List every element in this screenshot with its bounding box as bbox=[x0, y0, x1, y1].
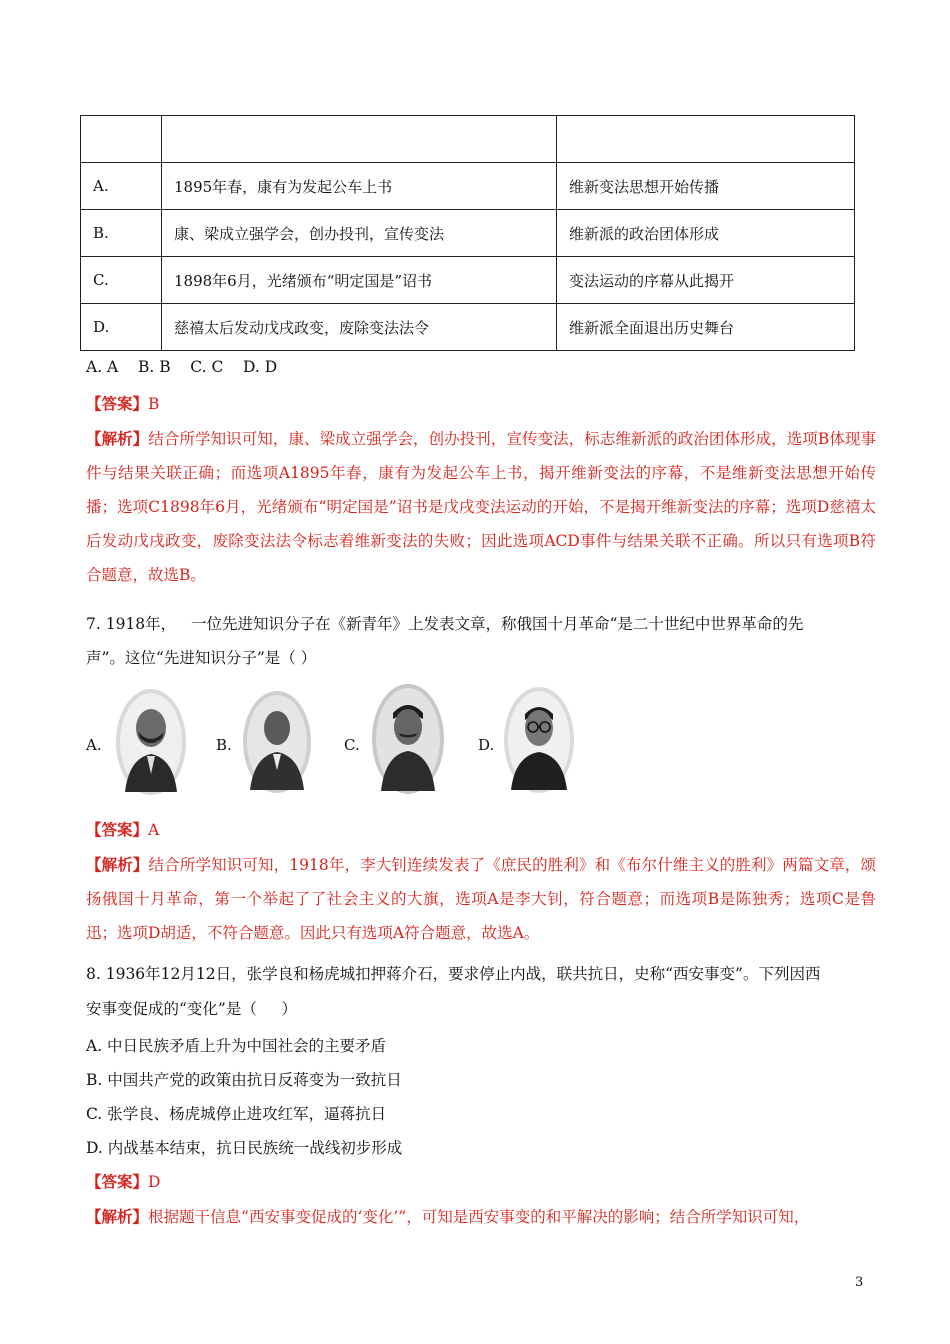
q8-stem-line1: 8. 1936年12月12日，张学良和杨虎城扣押蒋介石，要求停止内战，联共抗日，史称“西安事变”。下列因西 bbox=[86, 965, 821, 983]
q8-answer: 【答案】D bbox=[86, 1172, 161, 1191]
q7-label-b: B. bbox=[216, 736, 232, 754]
q8-explanation: 【解析】根据题干信息“西安事变促成的‘变化’”，可知是西安事变的和平解决的影响；结合所学知识可知， bbox=[86, 1207, 810, 1226]
q6-answer: 【答案】B bbox=[86, 394, 160, 413]
q7-answer: 【答案】A bbox=[86, 820, 160, 839]
q8-option-c: C. 张学良、杨虎城停止进攻红军，逼蒋抗日 bbox=[86, 1105, 387, 1123]
q7-stem-line1: 7. 1918年， 一位先进知识分子在《新青年》上发表文章，称俄国十月革命“是二十世纪中世界革命的先 bbox=[86, 615, 804, 633]
table-row: D. 慈禧太后发动戊戌政变，废除变法法令 维新派全面退出历史舞台 bbox=[81, 304, 855, 351]
q7-stem-line2: 声”。这位“先进知识分子”是（ ） bbox=[86, 649, 317, 667]
q7-explanation: 【解析】结合所学知识可知，1918年，李大钊连续发表了《庶民的胜利》和《布尔什维主义的胜利》两篇文章，颂扬俄国十月革命，第一个举起了了社会主义的大旗，选项A是李大钊，符合题意；而选项B是陈独秀；选项C是鲁迅；选项D胡适，不符合题意。因此只有选项A符合题意，故选A。 bbox=[86, 855, 876, 942]
table-header-row bbox=[81, 116, 855, 163]
table-row: A. 1895年春，康有为发起公车上书 维新变法思想开始传播 bbox=[81, 163, 855, 210]
q8-option-d: D. 内战基本结束，抗日民族统一战线初步形成 bbox=[86, 1139, 403, 1157]
options-table bbox=[80, 115, 855, 351]
q7-label-c: C. bbox=[344, 736, 360, 754]
portrait-b-image bbox=[242, 690, 312, 794]
q8-option-b: B. 中国共产党的政策由抗日反蒋变为一致抗日 bbox=[86, 1071, 402, 1089]
portrait-d-image bbox=[503, 686, 575, 794]
q7-label-d: D. bbox=[478, 736, 495, 754]
q6-choices: A. A B. B C. C D. D bbox=[86, 358, 278, 376]
table-row: B. 康、梁成立强学会，创办投刊，宣传变法 维新派的政治团体形成 bbox=[81, 210, 855, 257]
table-row: C. 1898年6月，光绪颁布“明定国是”诏书 变法运动的序幕从此揭开 bbox=[81, 257, 855, 304]
q6-explanation: 【解析】结合所学知识可知，康、梁成立强学会，创办投刊，宣传变法，标志维新派的政治团体形成，选项B体现事件与结果关联正确；而选项A1895年春，康有为发起公车上书，揭开维新变法的序幕，不是维新变法思想开始传播；选项C1898年6月，光绪颁布“明定国是”诏书是戊戌变法运动的开始，不是揭开维新变法的序幕；选项D慈禧太后发动戊戌政变，废除变法法令标志着维新变法的失败；因此选项ACD事件与结果关联不正确。所以只有选项B符合题意，故选B。 bbox=[86, 429, 876, 584]
portrait-c-image bbox=[371, 683, 445, 795]
portrait-a-image bbox=[115, 688, 187, 796]
q7-label-a: A. bbox=[86, 736, 102, 754]
q8-stem-line2: 安事变促成的“变化”是（ ） bbox=[86, 1000, 297, 1018]
q8-option-a: A. 中日民族矛盾上升为中国社会的主要矛盾 bbox=[86, 1037, 387, 1055]
page-number: 3 bbox=[855, 1275, 864, 1290]
